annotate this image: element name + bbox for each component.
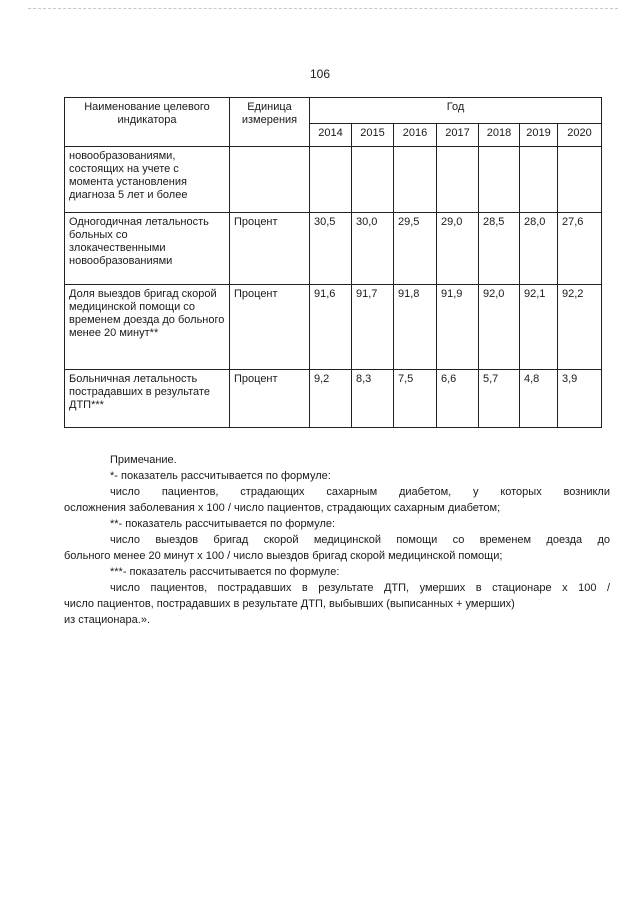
indicator-value: 3,9 [558,370,602,428]
indicator-value: 28,0 [520,213,558,285]
header-year: 2015 [352,124,394,147]
table-row [65,370,602,428]
indicator-value: 27,6 [558,213,602,285]
header-year: 2018 [479,124,520,147]
indicator-value: 91,6 [310,285,352,370]
indicator-value [479,147,520,213]
indicator-value: 91,9 [437,285,479,370]
header-year: 2020 [558,124,602,147]
indicators-table [64,97,602,428]
note-2-formula-line: больного менее 20 минут х 100 / число выездов бригад скорой медицинской помощи; [64,550,503,562]
header-year: 2017 [437,124,479,147]
indicator-value: 92,2 [558,285,602,370]
notes-section [64,452,610,628]
indicator-unit: Процент [230,213,310,285]
note-2-formula-line: число выездов бригад скорой медицинской помощи со временем доезда до [110,534,610,546]
indicator-name: новообразованиями, состоящих на учете с момента установления диагноза 5 лет и более [65,147,230,213]
page-number: 106 [309,67,331,81]
table-row [65,213,602,285]
indicator-unit: Процент [230,370,310,428]
indicator-name: Больничная летальность пострадавших в результате ДТП*** [65,370,230,428]
header-unit: Единица измерения [230,98,310,147]
header-year-group: Год [310,98,602,124]
indicator-name: Доля выездов бригад скорой медицинской помощи со временем доезда до больного менее 20 минут** [65,285,230,370]
header-year: 2019 [520,124,558,147]
indicator-value [558,147,602,213]
indicator-value [520,147,558,213]
indicator-value: 5,7 [479,370,520,428]
indicator-value: 7,5 [394,370,437,428]
indicator-value [394,147,437,213]
indicator-unit: Процент [230,285,310,370]
note-3-formula-line: число пациентов, пострадавших в результате ДТП, выбывших (выписанных + умерших) [64,598,515,610]
table-row [65,285,602,370]
indicator-value: 29,0 [437,213,479,285]
header-year: 2014 [310,124,352,147]
indicator-value: 92,0 [479,285,520,370]
indicator-value [352,147,394,213]
indicator-value: 8,3 [352,370,394,428]
indicator-unit [230,147,310,213]
indicator-value: 30,5 [310,213,352,285]
note-1-formula-line: осложнения заболевания х 100 / число пациентов, страдающих сахарным диабетом; [64,502,501,514]
note-3-label: ***- показатель рассчитывается по формуле: [110,566,340,578]
indicator-value: 4,8 [520,370,558,428]
table-row [65,147,602,213]
indicator-value: 28,5 [479,213,520,285]
note-3-formula-line: из стационара.». [64,614,150,626]
header-year: 2016 [394,124,437,147]
note-1-formula-line: число пациентов, страдающих сахарным диабетом, у которых возникли [110,486,610,498]
indicator-value: 91,8 [394,285,437,370]
note-3-formula-line: число пациентов, пострадавших в результате ДТП, умерших в стационаре х 100 / [110,582,610,594]
indicator-value [437,147,479,213]
indicator-value: 9,2 [310,370,352,428]
note-1-label: *- показатель рассчитывается по формуле: [110,470,331,482]
indicator-value: 92,1 [520,285,558,370]
indicator-value: 91,7 [352,285,394,370]
notes-title: Примечание. [110,454,177,466]
indicator-value: 30,0 [352,213,394,285]
scan-edge-line [28,8,618,10]
note-2-label: **- показатель рассчитывается по формуле: [110,518,336,530]
header-indicator-name: Наименование целевого индикатора [65,98,230,147]
indicator-value [310,147,352,213]
indicator-value: 29,5 [394,213,437,285]
indicator-value: 6,6 [437,370,479,428]
indicator-name: Одногодичная летальность больных со злокачественными новообразованиями [65,213,230,285]
